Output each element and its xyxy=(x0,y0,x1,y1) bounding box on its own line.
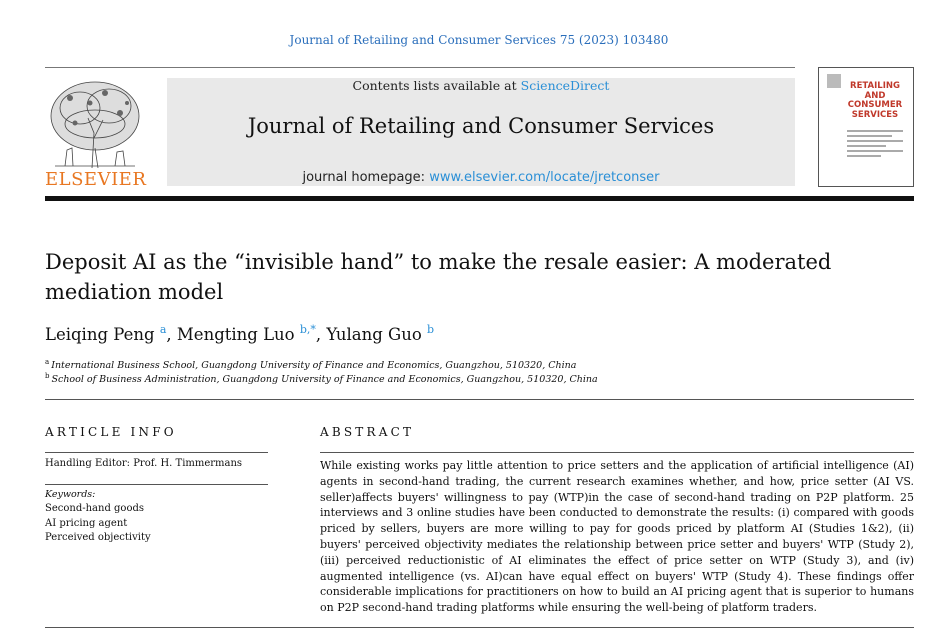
abstract-text: While existing works pay little attention to price setters and the application of artificial intelligence (AI) agents in second-hand trading, the current research examines whether, and how, price setter (AI VS. seller)affects buyers' willingness to pay (WTP)in the case of second-hand trading on P2P platform. 25 interviews and 3 online studies have been conducted to demonstrate the results: (i) compared with goods priced by sellers, buyers are more willing to pay for goods priced by platform AI (Studies 1&2), (ii) buyers' perceived objectivity mediates the relationship between price setter and buyers' WTP (Study 2), (iii) perceived reductionistic of AI eliminates the effect of price setter on WTP (Study 3), and (iv) augmented intelligence (vs. AI)can have equal effect on buyers' WTP (Study 4). These findings offer considerable implications for practitioners on how to build an AI pricing agent that is superior to humans on P2P second-hand trading platforms while ensuring the well-being of platform traders. xyxy=(320,459,914,615)
keywords-divider xyxy=(45,484,268,485)
journal-title: Journal of Retailing and Consumer Services xyxy=(247,114,715,138)
journal-banner xyxy=(167,78,795,186)
homepage-line xyxy=(167,170,795,185)
affiliation-b: $^b$ School of Business Administration, Guangdong University of Finance and Economics, Guangzhou, 510320, China xyxy=(45,372,598,385)
header-thick-divider xyxy=(45,196,914,201)
journal-citation[interactable]: Journal of Retailing and Consumer Services 75 (2023) 103480 xyxy=(289,33,669,47)
author-affil-marker[interactable]: b xyxy=(427,323,435,336)
handling-editor: Handling Editor: Prof. H. Timmermans xyxy=(45,458,243,469)
author-name[interactable]: Leiqing Peng xyxy=(45,325,155,344)
cover-text-lines xyxy=(847,130,903,157)
elsevier-logo xyxy=(45,78,145,188)
journal-homepage-link[interactable]: www.elsevier.com/locate/jretconser xyxy=(429,170,660,185)
contents-prefix: Contents lists available at xyxy=(352,78,521,93)
contents-line xyxy=(167,78,795,93)
article-title: Deposit AI as the “invisible hand” to make the resale easier: A moderated mediation model xyxy=(45,250,832,304)
abstract-heading: ABSTRACT xyxy=(320,425,415,439)
journal-cover-thumbnail[interactable] xyxy=(818,67,914,187)
bottom-divider xyxy=(45,627,914,628)
author-list: Leiqing Peng $^a$, Mengting Luo $^{b,*}$, Yulang Guo $^b$ xyxy=(45,323,435,344)
homepage-prefix: journal homepage: xyxy=(302,170,430,185)
cover-emblem-icon xyxy=(827,74,841,88)
affiliation-a: $^a$ International Business School, Guangdong University of Finance and Economics, Guangzhou, 510320, China xyxy=(45,358,577,371)
author-name[interactable]: Yulang Guo xyxy=(326,325,422,344)
abstract-divider xyxy=(320,452,914,453)
keyword-item: AI pricing agent xyxy=(45,518,128,529)
article-info-divider xyxy=(45,452,268,453)
keyword-item: Second-hand goods xyxy=(45,503,145,514)
publisher-name: ELSEVIER xyxy=(45,169,147,190)
article-info-heading: ARTICLE INFO xyxy=(45,425,177,439)
cover-title: RETAILING AND CONSUMER SERVICES xyxy=(847,81,903,120)
author-name[interactable]: Mengting Luo xyxy=(176,325,295,344)
section-divider xyxy=(45,399,914,400)
keywords-label: Keywords: xyxy=(45,489,96,500)
top-divider xyxy=(45,67,795,68)
keyword-item: Perceived objectivity xyxy=(45,532,151,543)
author-affil-marker[interactable]: a xyxy=(159,323,167,336)
author-affil-marker[interactable]: b,* xyxy=(299,323,316,336)
sciencedirect-link[interactable]: ScienceDirect xyxy=(520,78,610,93)
